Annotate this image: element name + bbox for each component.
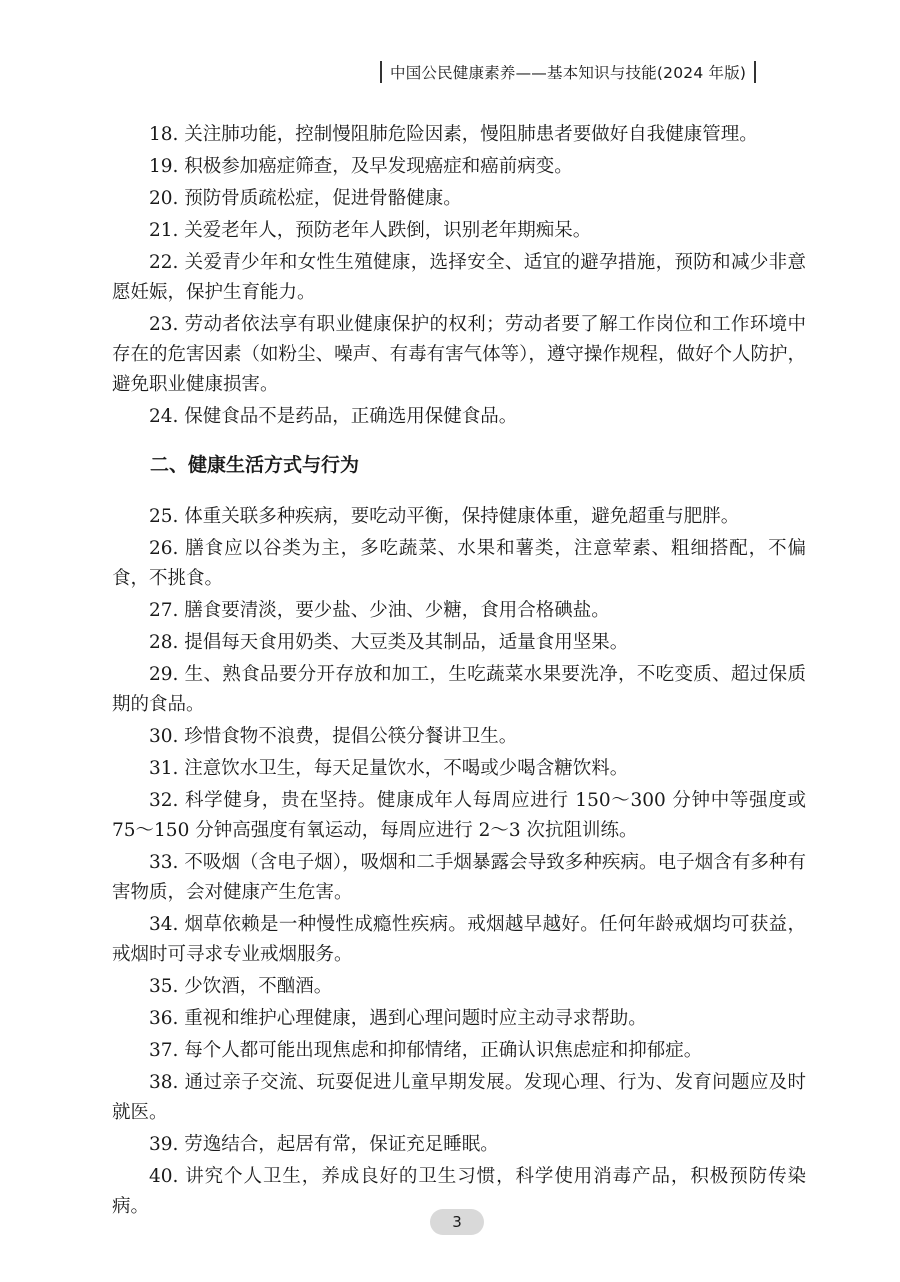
list-item: 22. 关爱青少年和女性生殖健康，选择安全、适宜的避孕措施，预防和减少非意愿妊娠，保护生育能力。 xyxy=(112,252,806,303)
list-item: 27. 膳食要清淡，要少盐、少油、少糖，食用合格碘盐。 xyxy=(149,600,610,621)
list-item: 33. 不吸烟（含电子烟），吸烟和二手烟暴露会导致多种疾病。电子烟含有多种有害物质，会对健康产生危害。 xyxy=(112,852,806,903)
list-item: 38. 通过亲子交流、玩耍促进儿童早期发展。发现心理、行为、发育问题应及时就医。 xyxy=(112,1072,806,1123)
list-item: 18. 关注肺功能，控制慢阻肺危险因素，慢阻肺患者要做好自我健康管理。 xyxy=(149,124,758,145)
list-item: 29. 生、熟食品要分开存放和加工，生吃蔬菜水果要洗净，不吃变质、超过保质期的食品。 xyxy=(112,664,806,715)
list-item: 25. 体重关联多种疾病，要吃动平衡，保持健康体重，避免超重与肥胖。 xyxy=(149,506,740,527)
page-number-badge xyxy=(430,1209,484,1235)
list-item: 26. 膳食应以谷类为主，多吃蔬菜、水果和薯类，注意荤素、粗细搭配，不偏食，不挑食。 xyxy=(112,538,806,589)
list-item: 19. 积极参加癌症筛查，及早发现癌症和癌前病变。 xyxy=(149,156,573,177)
list-item: 23. 劳动者依法享有职业健康保护的权利；劳动者要了解工作岗位和工作环境中存在的危害因素（如粉尘、噪声、有毒有害气体等），遵守操作规程，做好个人防护，避免职业健康损害。 xyxy=(112,314,806,395)
list-item: 39. 劳逸结合，起居有常，保证充足睡眠。 xyxy=(149,1134,499,1155)
list-item: 31. 注意饮水卫生，每天足量饮水，不喝或少喝含糖饮料。 xyxy=(149,758,629,779)
header-right-rule xyxy=(754,61,756,83)
list-item: 37. 每个人都可能出现焦虑和抑郁情绪，正确认识焦虑症和抑郁症。 xyxy=(149,1040,703,1061)
page-number: 3 xyxy=(452,1213,462,1231)
page-body xyxy=(112,120,806,1224)
running-header xyxy=(380,58,810,86)
list-item: 28. 提倡每天食用奶类、大豆类及其制品，适量食用坚果。 xyxy=(149,632,629,653)
header-title: 中国公民健康素养——基本知识与技能(2024 年版) xyxy=(390,64,747,82)
list-item: 30. 珍惜食物不浪费，提倡公筷分餐讲卫生。 xyxy=(149,726,518,747)
list-item: 32. 科学健身，贵在坚持。健康成年人每周应进行 150～300 分钟中等强度或 75～150 分钟高强度有氧运动，每周应进行 2～3 次抗阻训练。 xyxy=(112,790,806,841)
list-item: 35. 少饮酒，不酗酒。 xyxy=(149,976,333,997)
list-item: 40. 讲究个人卫生，养成良好的卫生习惯，科学使用消毒产品，积极预防传染病。 xyxy=(112,1166,806,1217)
list-item: 21. 关爱老年人，预防老年人跌倒，识别老年期痴呆。 xyxy=(149,220,592,241)
section-heading: 二、健康生活方式与行为 xyxy=(150,454,360,476)
list-item: 36. 重视和维护心理健康，遇到心理问题时应主动寻求帮助。 xyxy=(149,1008,647,1029)
list-item: 34. 烟草依赖是一种慢性成瘾性疾病。戒烟越早越好。任何年龄戒烟均可获益，戒烟时可寻求专业戒烟服务。 xyxy=(112,914,806,965)
list-item: 24. 保健食品不是药品，正确选用保健食品。 xyxy=(149,406,518,427)
list-item: 20. 预防骨质疏松症，促进骨骼健康。 xyxy=(149,188,462,209)
